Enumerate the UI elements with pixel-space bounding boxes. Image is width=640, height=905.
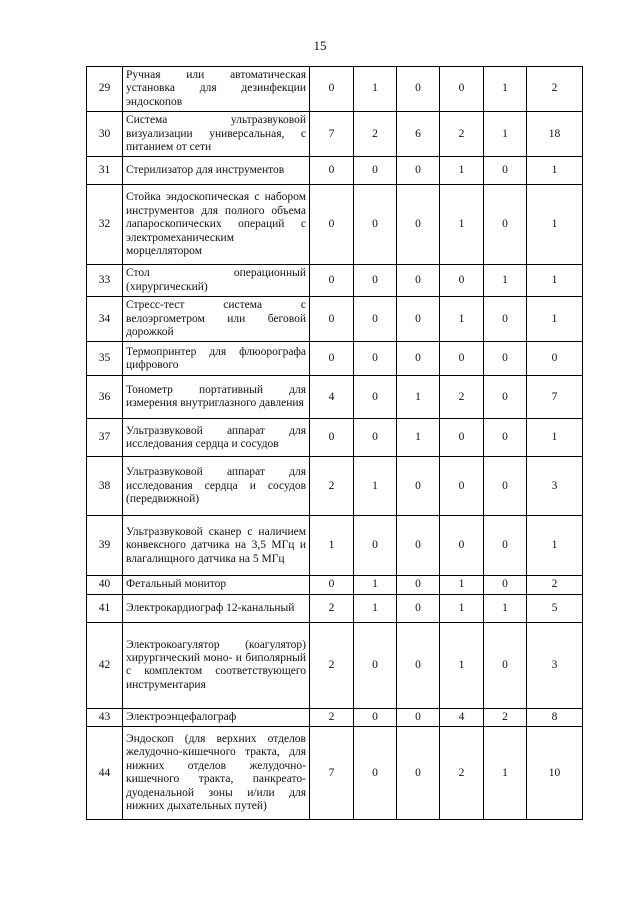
table-row xyxy=(87,157,583,185)
equipment-name: Электрокардиограф 12-канальный xyxy=(123,594,310,622)
quantity-value: 1 xyxy=(484,67,527,112)
row-number: 37 xyxy=(87,419,123,457)
quantity-value: 0 xyxy=(397,727,440,820)
quantity-value: 1 xyxy=(440,157,484,185)
quantity-value: 1 xyxy=(354,457,397,516)
quantity-value: 1 xyxy=(484,727,527,820)
quantity-value: 0 xyxy=(397,342,440,376)
quantity-value: 2 xyxy=(310,708,354,726)
equipment-name: Тонометр портативный для измерения внутриглазного давления xyxy=(123,376,310,419)
equipment-name: Электрокоагулятор (коагулятор) хирургический моно- и биполярный с комплектом соответствующего инструментария xyxy=(123,622,310,708)
row-number: 43 xyxy=(87,708,123,726)
quantity-value: 0 xyxy=(397,594,440,622)
table-row xyxy=(87,516,583,576)
quantity-value: 0 xyxy=(397,297,440,342)
row-number: 32 xyxy=(87,185,123,265)
total-value: 8 xyxy=(527,708,583,726)
quantity-value: 1 xyxy=(440,622,484,708)
row-number: 39 xyxy=(87,516,123,576)
quantity-value: 1 xyxy=(354,576,397,594)
equipment-name: Ультразвуковой аппарат для исследования сердца и сосудов (передвижной) xyxy=(123,457,310,516)
table-row xyxy=(87,727,583,820)
row-number: 40 xyxy=(87,576,123,594)
quantity-value: 0 xyxy=(484,342,527,376)
quantity-value: 0 xyxy=(484,376,527,419)
quantity-value: 1 xyxy=(484,112,527,157)
equipment-table xyxy=(86,66,583,820)
quantity-value: 0 xyxy=(484,157,527,185)
quantity-value: 1 xyxy=(354,67,397,112)
quantity-value: 0 xyxy=(397,185,440,265)
table-row xyxy=(87,457,583,516)
quantity-value: 0 xyxy=(397,265,440,297)
row-number: 33 xyxy=(87,265,123,297)
quantity-value: 7 xyxy=(310,727,354,820)
row-number: 36 xyxy=(87,376,123,419)
table-row xyxy=(87,419,583,457)
quantity-value: 1 xyxy=(440,297,484,342)
quantity-value: 0 xyxy=(354,265,397,297)
quantity-value: 0 xyxy=(310,265,354,297)
row-number: 42 xyxy=(87,622,123,708)
quantity-value: 1 xyxy=(397,376,440,419)
row-number: 30 xyxy=(87,112,123,157)
equipment-name: Стерилизатор для инструментов xyxy=(123,157,310,185)
quantity-value: 2 xyxy=(484,708,527,726)
quantity-value: 0 xyxy=(310,576,354,594)
quantity-value: 2 xyxy=(440,727,484,820)
quantity-value: 0 xyxy=(397,67,440,112)
quantity-value: 0 xyxy=(440,67,484,112)
quantity-value: 1 xyxy=(484,265,527,297)
quantity-value: 0 xyxy=(484,185,527,265)
table-row xyxy=(87,708,583,726)
quantity-value: 7 xyxy=(310,112,354,157)
quantity-value: 0 xyxy=(354,708,397,726)
quantity-value: 0 xyxy=(354,342,397,376)
equipment-name: Термопринтер для флюорографа цифрового xyxy=(123,342,310,376)
table-row xyxy=(87,622,583,708)
quantity-value: 0 xyxy=(484,622,527,708)
quantity-value: 0 xyxy=(484,516,527,576)
equipment-name: Эндоскоп (для верхних отделов желудочно-кишечного тракта, для нижних отделов желудочно-кишечного тракта, панкреато-дуоденальной зоны и/или для нижних дыхательных путей) xyxy=(123,727,310,820)
table-row xyxy=(87,67,583,112)
quantity-value: 4 xyxy=(440,708,484,726)
quantity-value: 6 xyxy=(397,112,440,157)
table-row xyxy=(87,297,583,342)
quantity-value: 0 xyxy=(354,419,397,457)
quantity-value: 0 xyxy=(397,516,440,576)
quantity-value: 2 xyxy=(310,457,354,516)
total-value: 1 xyxy=(527,297,583,342)
total-value: 7 xyxy=(527,376,583,419)
quantity-value: 0 xyxy=(310,297,354,342)
quantity-value: 0 xyxy=(397,457,440,516)
quantity-value: 0 xyxy=(440,419,484,457)
total-value: 2 xyxy=(527,576,583,594)
row-number: 31 xyxy=(87,157,123,185)
quantity-value: 0 xyxy=(440,265,484,297)
page-number: 15 xyxy=(313,38,327,53)
total-value: 5 xyxy=(527,594,583,622)
total-value: 1 xyxy=(527,516,583,576)
quantity-value: 0 xyxy=(440,342,484,376)
row-number: 38 xyxy=(87,457,123,516)
equipment-name: Ручная или автоматическая установка для дезинфекции эндоскопов xyxy=(123,67,310,112)
quantity-value: 0 xyxy=(397,622,440,708)
quantity-value: 1 xyxy=(397,419,440,457)
quantity-value: 0 xyxy=(310,67,354,112)
quantity-value: 2 xyxy=(440,112,484,157)
quantity-value: 2 xyxy=(354,112,397,157)
equipment-name: Стресс-тест система с велоэргометром или беговой дорожкой xyxy=(123,297,310,342)
total-value: 2 xyxy=(527,67,583,112)
row-number: 44 xyxy=(87,727,123,820)
quantity-value: 1 xyxy=(354,594,397,622)
quantity-value: 2 xyxy=(440,376,484,419)
quantity-value: 0 xyxy=(440,457,484,516)
quantity-value: 0 xyxy=(397,157,440,185)
table-row xyxy=(87,376,583,419)
quantity-value: 0 xyxy=(484,576,527,594)
equipment-name: Система ультразвуковой визуализации универсальная, с питанием от сети xyxy=(123,112,310,157)
equipment-name: Стол операционный (хирургический) xyxy=(123,265,310,297)
quantity-value: 0 xyxy=(354,622,397,708)
total-value: 3 xyxy=(527,622,583,708)
row-number: 29 xyxy=(87,67,123,112)
quantity-value: 0 xyxy=(397,576,440,594)
row-number: 41 xyxy=(87,594,123,622)
quantity-value: 1 xyxy=(440,576,484,594)
equipment-name: Ультразвуковой сканер с наличием конвексного датчика на 3,5 МГц и влагалищного датчика на 5 МГц xyxy=(123,516,310,576)
quantity-value: 0 xyxy=(354,376,397,419)
quantity-value: 1 xyxy=(484,594,527,622)
table-row xyxy=(87,576,583,594)
quantity-value: 0 xyxy=(484,297,527,342)
table-row xyxy=(87,112,583,157)
equipment-name: Стойка эндоскопическая с набором инструментов для полного объема лапароскопических операций с электромеханическим морцеллятором xyxy=(123,185,310,265)
quantity-value: 2 xyxy=(310,594,354,622)
quantity-value: 0 xyxy=(484,457,527,516)
quantity-value: 0 xyxy=(354,516,397,576)
total-value: 1 xyxy=(527,265,583,297)
quantity-value: 2 xyxy=(310,622,354,708)
total-value: 0 xyxy=(527,342,583,376)
total-value: 1 xyxy=(527,157,583,185)
table-row xyxy=(87,265,583,297)
equipment-name: Фетальный монитор xyxy=(123,576,310,594)
total-value: 18 xyxy=(527,112,583,157)
quantity-value: 0 xyxy=(354,297,397,342)
row-number: 34 xyxy=(87,297,123,342)
quantity-value: 0 xyxy=(310,185,354,265)
quantity-value: 0 xyxy=(440,516,484,576)
quantity-value: 0 xyxy=(354,157,397,185)
quantity-value: 1 xyxy=(310,516,354,576)
equipment-name: Ультразвуковой аппарат для исследования сердца и сосудов xyxy=(123,419,310,457)
table-row xyxy=(87,342,583,376)
total-value: 3 xyxy=(527,457,583,516)
total-value: 10 xyxy=(527,727,583,820)
quantity-value: 0 xyxy=(397,708,440,726)
row-number: 35 xyxy=(87,342,123,376)
quantity-value: 0 xyxy=(310,157,354,185)
quantity-value: 1 xyxy=(440,185,484,265)
equipment-name: Электроэнцефалограф xyxy=(123,708,310,726)
total-value: 1 xyxy=(527,419,583,457)
table-row xyxy=(87,185,583,265)
quantity-value: 0 xyxy=(354,727,397,820)
quantity-value: 0 xyxy=(310,419,354,457)
table-row xyxy=(87,594,583,622)
total-value: 1 xyxy=(527,185,583,265)
quantity-value: 0 xyxy=(354,185,397,265)
quantity-value: 4 xyxy=(310,376,354,419)
quantity-value: 0 xyxy=(310,342,354,376)
quantity-value: 0 xyxy=(484,419,527,457)
quantity-value: 1 xyxy=(440,594,484,622)
